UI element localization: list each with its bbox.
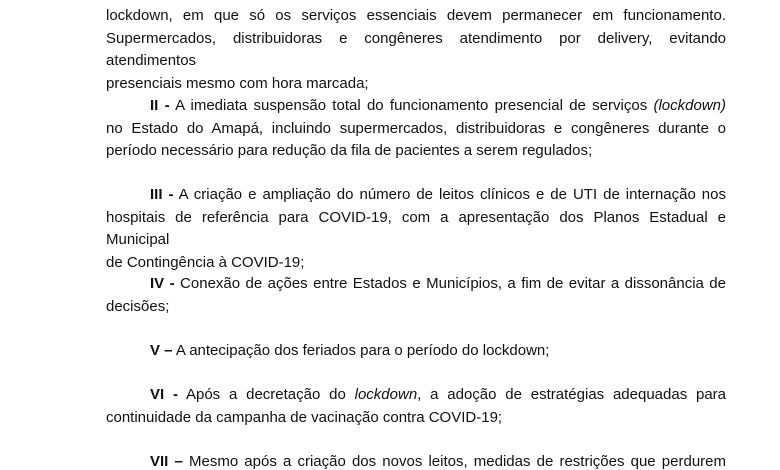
- paragraph-ii: [106, 95, 726, 163]
- item-number: VI -: [150, 386, 178, 403]
- text-line: de Contingência à COVID-19;: [106, 253, 305, 271]
- text-run: A imediata suspensão total do funcionamento presencial de serviços: [175, 97, 648, 114]
- text-line: [106, 451, 726, 470]
- paragraph-v: [106, 340, 726, 363]
- text-line: [106, 95, 726, 118]
- text-line: [106, 340, 726, 363]
- italic-run: (lockdown): [653, 97, 727, 114]
- text-line: presenciais mesmo com hora marcada;: [106, 74, 369, 92]
- text-line: hospitais de referência para COVID-19, com a apresentação dos Planos Estadual e Municipal: [106, 208, 726, 248]
- item-number: IV -: [150, 275, 175, 292]
- text-line: período necessário para redução da fila de pacientes a serem regulados;: [106, 142, 593, 159]
- text-line: lockdown, em que só os serviços essenciais devem permanecer em funcionamento.: [106, 7, 726, 24]
- text-run: Após a decretação do: [185, 386, 346, 403]
- item-number: III -: [150, 186, 174, 203]
- text-line: [106, 184, 726, 207]
- text-line: [106, 273, 726, 296]
- text-run: A antecipação dos feriados para o período do lockdown;: [175, 342, 550, 359]
- text-line: no Estado do Amapá, incluindo supermercados, distribuidoras e congêneres durante o: [106, 119, 726, 137]
- text-run: Mesmo após a criação dos novos leitos, medidas de restrições que perdurem: [188, 453, 726, 470]
- text-line: decisões;: [106, 297, 170, 315]
- paragraph-iv: [106, 273, 726, 318]
- text-run: A criação e ampliação do número de leitos clínicos e de UTI de internação nos: [178, 186, 726, 203]
- text-line: [106, 384, 726, 407]
- item-number: V –: [150, 342, 173, 359]
- text-line: continuidade da campanha de vacinação contra COVID-19;: [106, 408, 503, 426]
- text-run: Conexão de ações entre Estados e Municípios, a fim de evitar a dissonância de: [180, 275, 726, 292]
- paragraph-vii: [106, 451, 726, 470]
- item-number: II -: [150, 97, 170, 114]
- paragraph-vi: [106, 384, 726, 429]
- paragraph-continuation: [106, 5, 726, 95]
- paragraph-iii: [106, 184, 726, 274]
- text-run: , a adoção de estratégias adequadas para: [417, 386, 727, 403]
- text-line: Supermercados, distribuidoras e congêneres atendimento por delivery, evitando atendimentos: [106, 29, 726, 69]
- italic-run: lockdown: [354, 386, 418, 403]
- item-number: VII –: [150, 453, 183, 470]
